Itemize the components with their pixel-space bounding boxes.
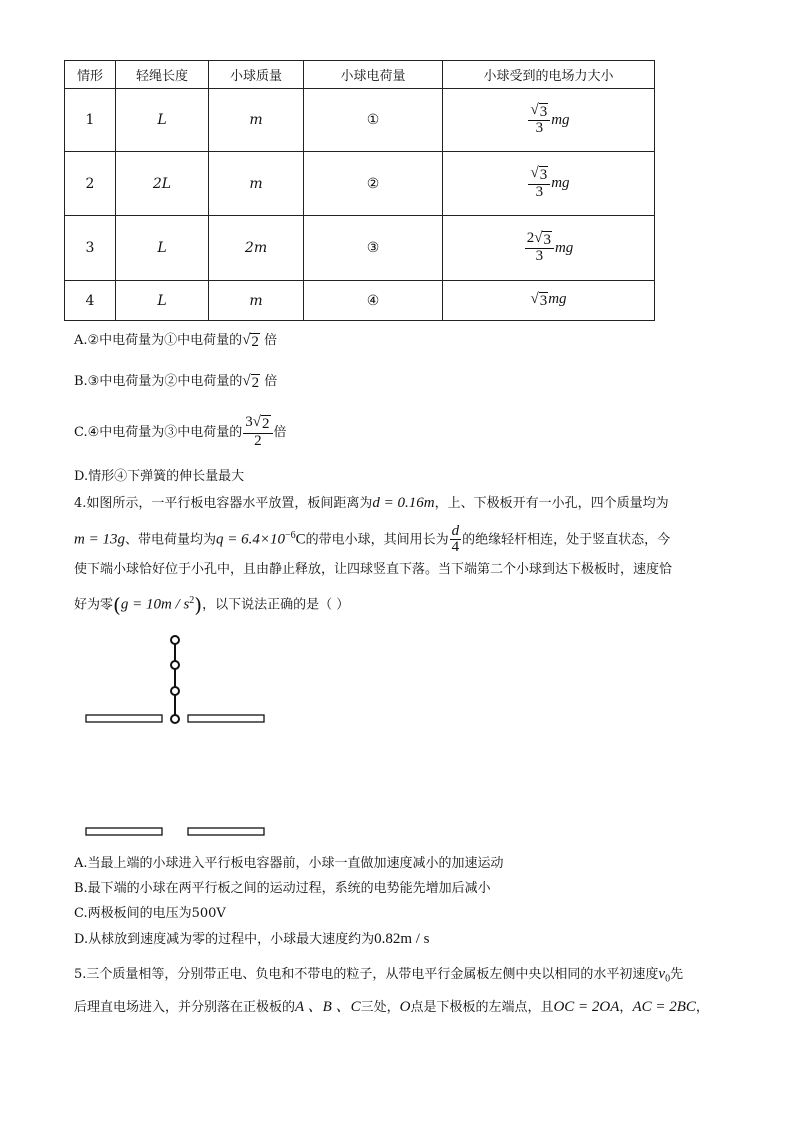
cell-force: √ 3 3 mg [443, 89, 655, 152]
q4-line-1: 4.如图所示，一平行板电容器水平放置，板间距离为d = 0.16m，上、下极板开有一小孔，四个质量均为 [74, 495, 669, 511]
header-length: 轻绳长度 [116, 61, 209, 89]
q4-line-3: 使下端小球恰好位于小孔中，且由静止释放，让四球竖直下落。当下端第二个小球到达下极板时，速度恰 [74, 562, 673, 577]
table-row [65, 216, 655, 281]
cell-case: 1 [65, 89, 116, 152]
q4-option-b: B.最下端的小球在两平行板之间的运动过程，系统的电势能先增加后减小 [74, 881, 491, 896]
cell-case: 2 [65, 152, 116, 216]
cell-mass: m [209, 281, 304, 321]
header-case: 情形 [65, 61, 116, 89]
cell-mass: m [209, 152, 304, 216]
q4-option-d: D.从梂放到速度减为零的过程中，小球最大速度约为0.82m / s [74, 931, 430, 947]
q4-line-2: m = 13g、带电荷量均为$q = 6.4\times 10^{-6}C$的带电小球，其间用长为 $\frac{d}{4}$ 的绝缘轻杆相连，处于竖直状态，今 [74, 522, 671, 556]
cell-charge: ② [304, 152, 443, 216]
table-row [65, 281, 655, 321]
ball-3 [171, 687, 179, 695]
header-mass: 小球质量 [209, 61, 304, 89]
lower-plate-right [188, 828, 264, 835]
ball-2 [171, 661, 179, 669]
table-row [65, 89, 655, 152]
cell-charge: ④ [304, 281, 443, 321]
table-header-row [65, 61, 655, 89]
cell-force: 2 √ 3 3 mg [443, 216, 655, 281]
cell-charge: ① [304, 89, 443, 152]
cell-mass: m [209, 89, 304, 152]
upper-plate-right [188, 715, 264, 722]
cell-length: 2L [116, 152, 209, 216]
cell-charge: ③ [304, 216, 443, 281]
header-charge: 小球电荷量 [304, 61, 443, 89]
cell-force: √ 3 3 mg [443, 152, 655, 216]
cell-length: L [116, 281, 209, 321]
q3-option-b: B.③中电荷量为②中电荷量的 √ 2 倍 [74, 373, 278, 391]
q4-option-a: A.当最上端的小球进入平行板电容器前，小球一直做加速度减小的加速运动 [74, 856, 504, 871]
cell-force: √ 3 mg [443, 281, 655, 321]
data-table [64, 60, 655, 321]
ball-1 [171, 636, 179, 644]
q3-option-c: C.④中电荷量为③中电荷量的 3 √ 2 2 倍 [74, 414, 287, 449]
cell-length: L [116, 89, 209, 152]
q5-line-1: 5.三个质量相等，分别带正电、负电和不带电的粒子，从带电平行金属板左侧中央以相同的水平初速度$v_0$先 [74, 966, 684, 985]
ball-4 [171, 715, 179, 723]
q4-option-c: C.两极板间的电压为500V [74, 906, 226, 921]
q3-option-d: D.情形④下弹簧的伸长量最大 [74, 469, 245, 484]
lower-plate-left [86, 828, 162, 835]
q5-line-2: 后理直电场进入，并分别落在正极板的A 、B 、C三处，O点是下极板的左端点，且OC = 2OA，AC = 2BC， [74, 999, 709, 1015]
q3-option-a: A.②中电荷量为①中电荷量的 √ 2 倍 [74, 332, 278, 350]
upper-plate-left [86, 715, 162, 722]
cell-mass: 2m [209, 216, 304, 281]
capacitor-figure [78, 628, 278, 843]
cell-case: 4 [65, 281, 116, 321]
q4-line-4: 好为零$(g = 10m / s^2)$，以下说法正确的是（ ） [74, 592, 350, 617]
table-row [65, 152, 655, 216]
cell-length: L [116, 216, 209, 281]
header-force: 小球受到的电场力大小 [443, 61, 655, 89]
cell-case: 3 [65, 216, 116, 281]
